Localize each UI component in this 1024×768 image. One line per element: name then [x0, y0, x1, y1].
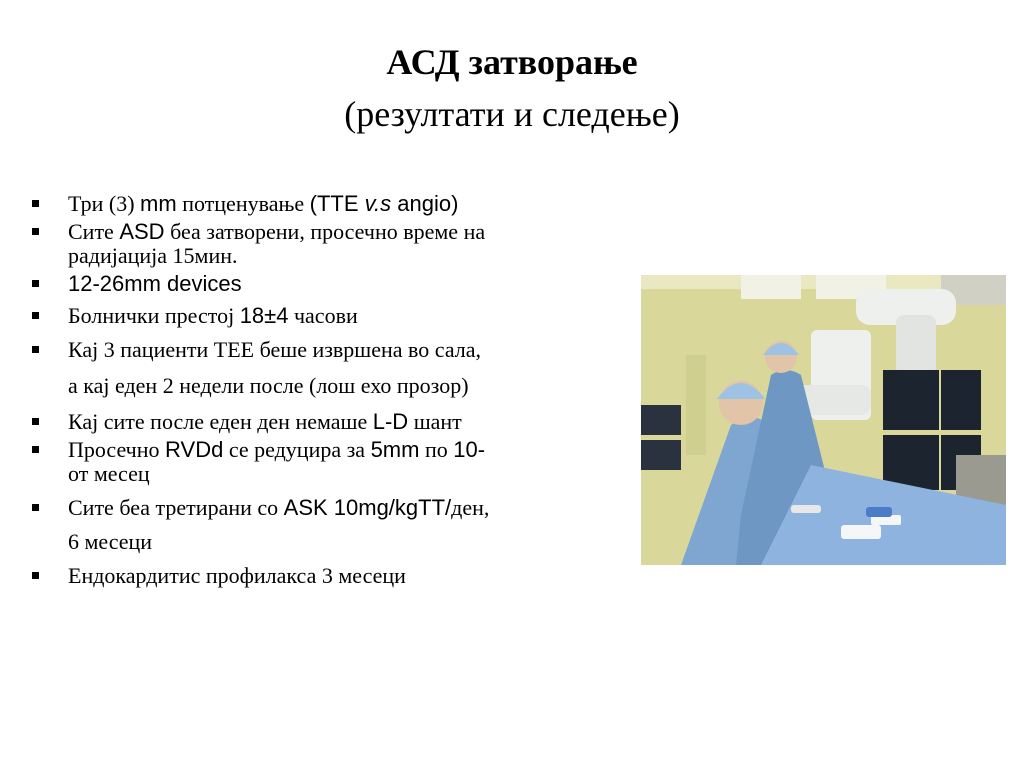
square-bullet-icon — [32, 504, 39, 511]
text: Кај сите после еден ден немаше — [68, 409, 373, 434]
text: 12-26mm devices — [68, 271, 242, 296]
bullet-item — [30, 496, 630, 554]
text: ASK 10mg/kgTT/ — [283, 495, 452, 520]
square-bullet-icon — [32, 446, 39, 453]
text: 18±4 — [239, 303, 289, 328]
text: mm — [140, 191, 177, 216]
text: RVDd — [165, 437, 224, 462]
text: Три (3) — [68, 191, 141, 216]
text: шант — [408, 409, 462, 434]
text: 6 месеци — [68, 529, 153, 554]
square-bullet-icon — [32, 346, 39, 353]
bullet-item — [30, 192, 630, 216]
text: ASD — [119, 219, 165, 244]
text: Просечно — [68, 437, 166, 462]
square-bullet-icon — [32, 572, 39, 579]
text: часови — [288, 303, 358, 328]
bullet-item — [30, 220, 630, 268]
square-bullet-icon — [32, 312, 39, 319]
bullet-list — [30, 192, 630, 588]
text: беа затворени, просечно време на — [164, 219, 486, 244]
text: Сите беа третирани со — [68, 495, 284, 520]
text: L-D — [372, 409, 409, 434]
slide-title: АСД затворање — [386, 42, 638, 82]
cath-lab-illustration — [641, 275, 1006, 565]
square-bullet-icon — [32, 418, 39, 425]
text: ден, — [451, 495, 490, 520]
text: по — [419, 437, 454, 462]
bullet-item — [30, 564, 630, 588]
bullet-item — [30, 304, 630, 328]
text: се редуцира за — [223, 437, 371, 462]
square-bullet-icon — [32, 228, 39, 235]
square-bullet-icon — [32, 200, 39, 207]
text: радијација 15мин. — [68, 243, 238, 268]
text: (TTE — [309, 191, 365, 216]
text: от месец — [68, 461, 150, 486]
text: а кај еден 2 недели после (лош ехо прозор) — [68, 373, 469, 398]
slide-subtitle: (резултати и следење) — [344, 94, 680, 134]
text: angio) — [391, 191, 459, 216]
bullet-item — [30, 338, 630, 398]
text: Болнички престој — [68, 303, 240, 328]
square-bullet-icon — [32, 280, 39, 287]
text: потценување — [176, 191, 310, 216]
text: Кај 3 пациенти ТЕЕ беше извршена во сала, — [68, 337, 482, 362]
bullet-item — [30, 272, 630, 296]
text: v.s — [364, 191, 392, 216]
text: Ендокардитис профилакса 3 месеци — [68, 563, 406, 588]
bullet-item — [30, 438, 630, 486]
cath-lab-photo — [641, 275, 1006, 565]
text: Сите — [68, 219, 120, 244]
text: 10- — [453, 437, 486, 462]
text: 5mm — [370, 437, 420, 462]
bullet-item — [30, 410, 630, 434]
